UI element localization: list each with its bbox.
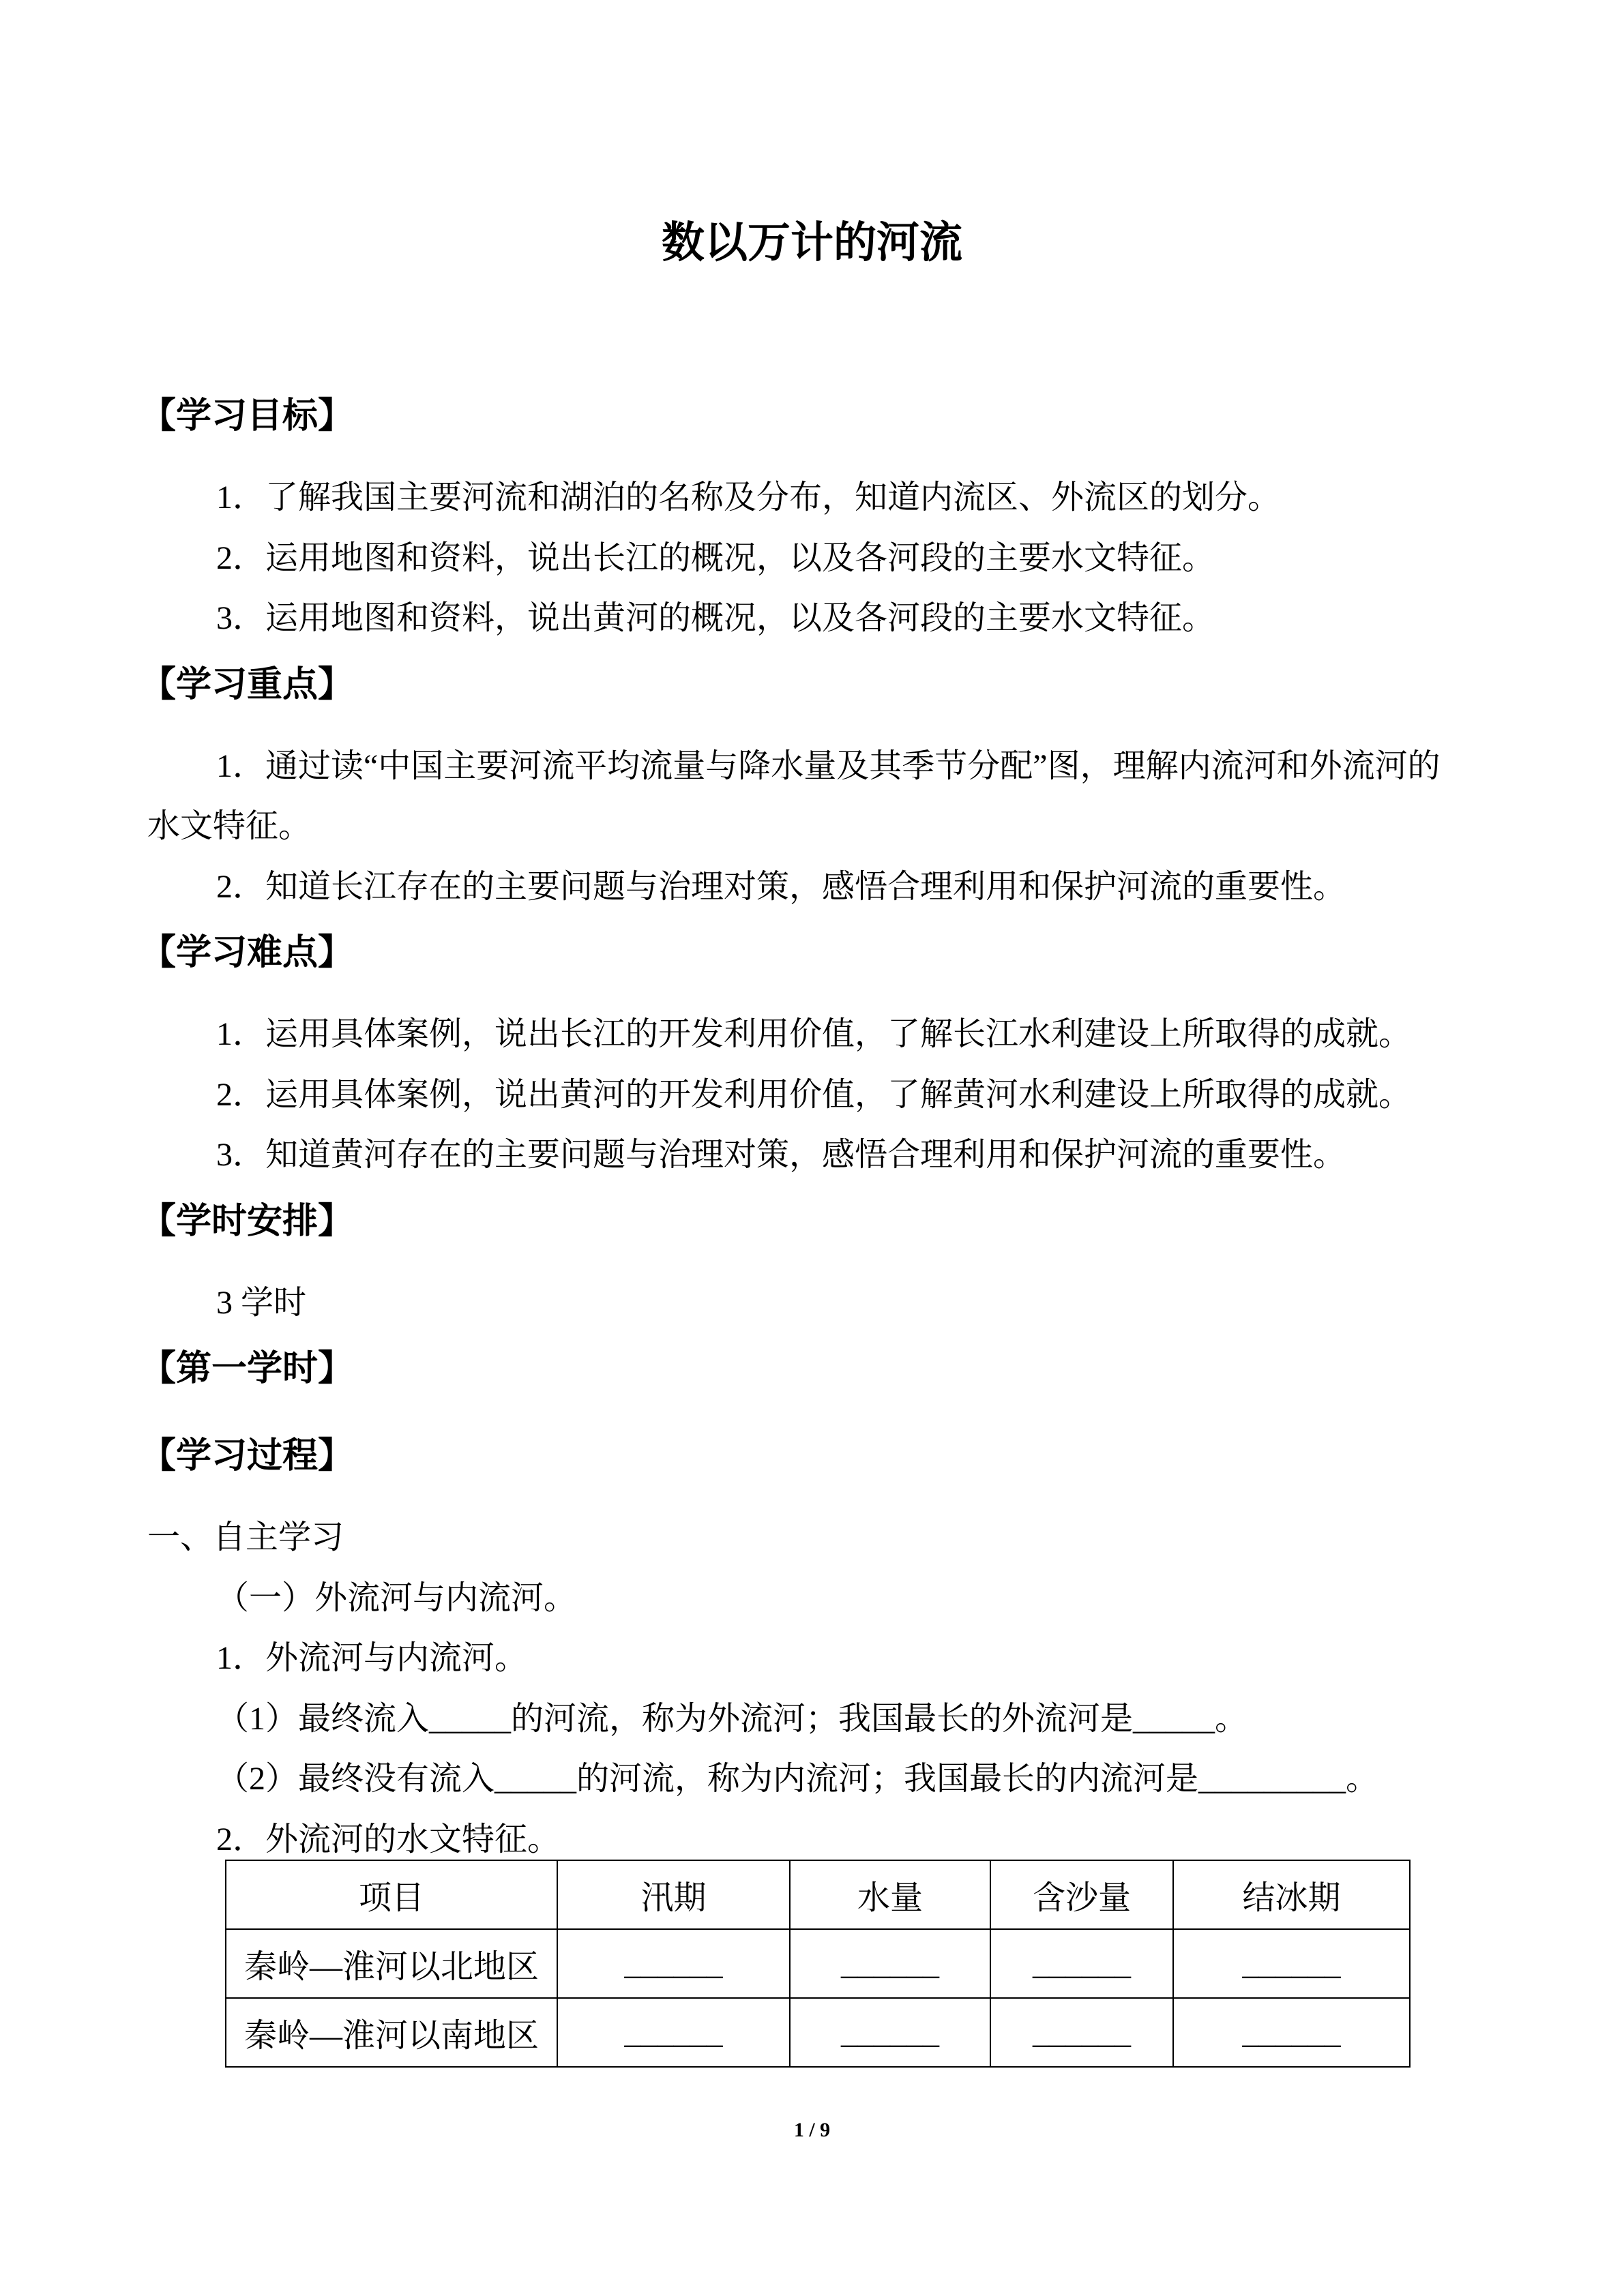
table-row bbox=[226, 1929, 1410, 1998]
table-header-cell: 结冰期 bbox=[1173, 1860, 1410, 1929]
difficulty-item: 2．运用具体案例，说出黄河的开发利用价值，了解黄河水利建设上所取得的成就。 bbox=[216, 1076, 1412, 1113]
difficulties-heading: 【学习难点】 bbox=[141, 934, 354, 972]
hydrology-table bbox=[225, 1860, 1411, 2068]
document-body bbox=[0, 381, 1624, 2068]
fill-in-question: （1）最终流入_____的河流，称为外流河；我国最长的外流河是_____。 bbox=[216, 1700, 1248, 1737]
blank-cell: ______ bbox=[557, 1929, 790, 1998]
section-title: 一、自主学习 bbox=[147, 1519, 344, 1555]
key-point-item: 2．知道长江存在的主要问题与治理对策，感悟合理利用和保护河流的重要性。 bbox=[216, 868, 1346, 905]
objective-item: 2．运用地图和资料，说出长江的概况，以及各河段的主要水文特征。 bbox=[216, 539, 1215, 576]
process-heading: 【学习过程】 bbox=[141, 1437, 354, 1476]
subsection-title: （一）外流河与内流河。 bbox=[216, 1579, 577, 1616]
table-header-cell: 水量 bbox=[790, 1860, 990, 1929]
document-title: 数以万计的河流 bbox=[662, 219, 962, 267]
blank-cell: ______ bbox=[790, 1929, 990, 1998]
key-points-heading: 【学习重点】 bbox=[141, 665, 354, 704]
key-point-item-continuation: 水文特征。 bbox=[147, 808, 312, 844]
table-header-cell: 项目 bbox=[226, 1860, 557, 1929]
blank-cell: ______ bbox=[1173, 1998, 1410, 2067]
table-header-cell: 汛期 bbox=[557, 1860, 790, 1929]
table-header-cell: 含沙量 bbox=[990, 1860, 1173, 1929]
row-label: 秦岭—淮河以北地区 bbox=[226, 1929, 557, 1998]
table-header-row bbox=[226, 1860, 1410, 1929]
question-title: 2．外流河的水文特征。 bbox=[216, 1821, 561, 1858]
objective-item: 3．运用地图和资料，说出黄河的概况，以及各河段的主要水文特征。 bbox=[216, 600, 1215, 636]
blank-cell: ______ bbox=[990, 1929, 1173, 1998]
objective-item: 1．了解我国主要河流和湖泊的名称及分布，知道内流区、外流区的划分。 bbox=[216, 479, 1281, 516]
page-number: 1 / 9 bbox=[793, 2119, 831, 2141]
objectives-heading: 【学习目标】 bbox=[141, 397, 354, 436]
blank-cell: ______ bbox=[790, 1998, 990, 2067]
schedule-heading: 【学时安排】 bbox=[141, 1202, 354, 1241]
question-title: 1．外流河与内流河。 bbox=[216, 1640, 528, 1676]
blank-cell: ______ bbox=[557, 1998, 790, 2067]
difficulty-item: 3．知道黄河存在的主要问题与治理对策，感悟合理利用和保护河流的重要性。 bbox=[216, 1137, 1346, 1173]
schedule-text: 3 学时 bbox=[216, 1284, 307, 1321]
difficulty-item: 1．运用具体案例，说出长江的开发利用价值，了解长江水利建设上所取得的成就。 bbox=[216, 1016, 1412, 1052]
session-heading: 【第一学时】 bbox=[141, 1350, 354, 1388]
blank-cell: ______ bbox=[1173, 1929, 1410, 1998]
key-point-item: 1．通过读“中国主要河流平均流量与降水量及其季节分配”图，理解内流河和外流河的 bbox=[216, 747, 1441, 784]
row-label: 秦岭—淮河以南地区 bbox=[226, 1998, 557, 2067]
table-row bbox=[226, 1998, 1410, 2067]
fill-in-question: （2）最终没有流入_____的河流，称为内流河；我国最长的内流河是_________。 bbox=[216, 1761, 1379, 1797]
blank-cell: ______ bbox=[990, 1998, 1173, 2067]
